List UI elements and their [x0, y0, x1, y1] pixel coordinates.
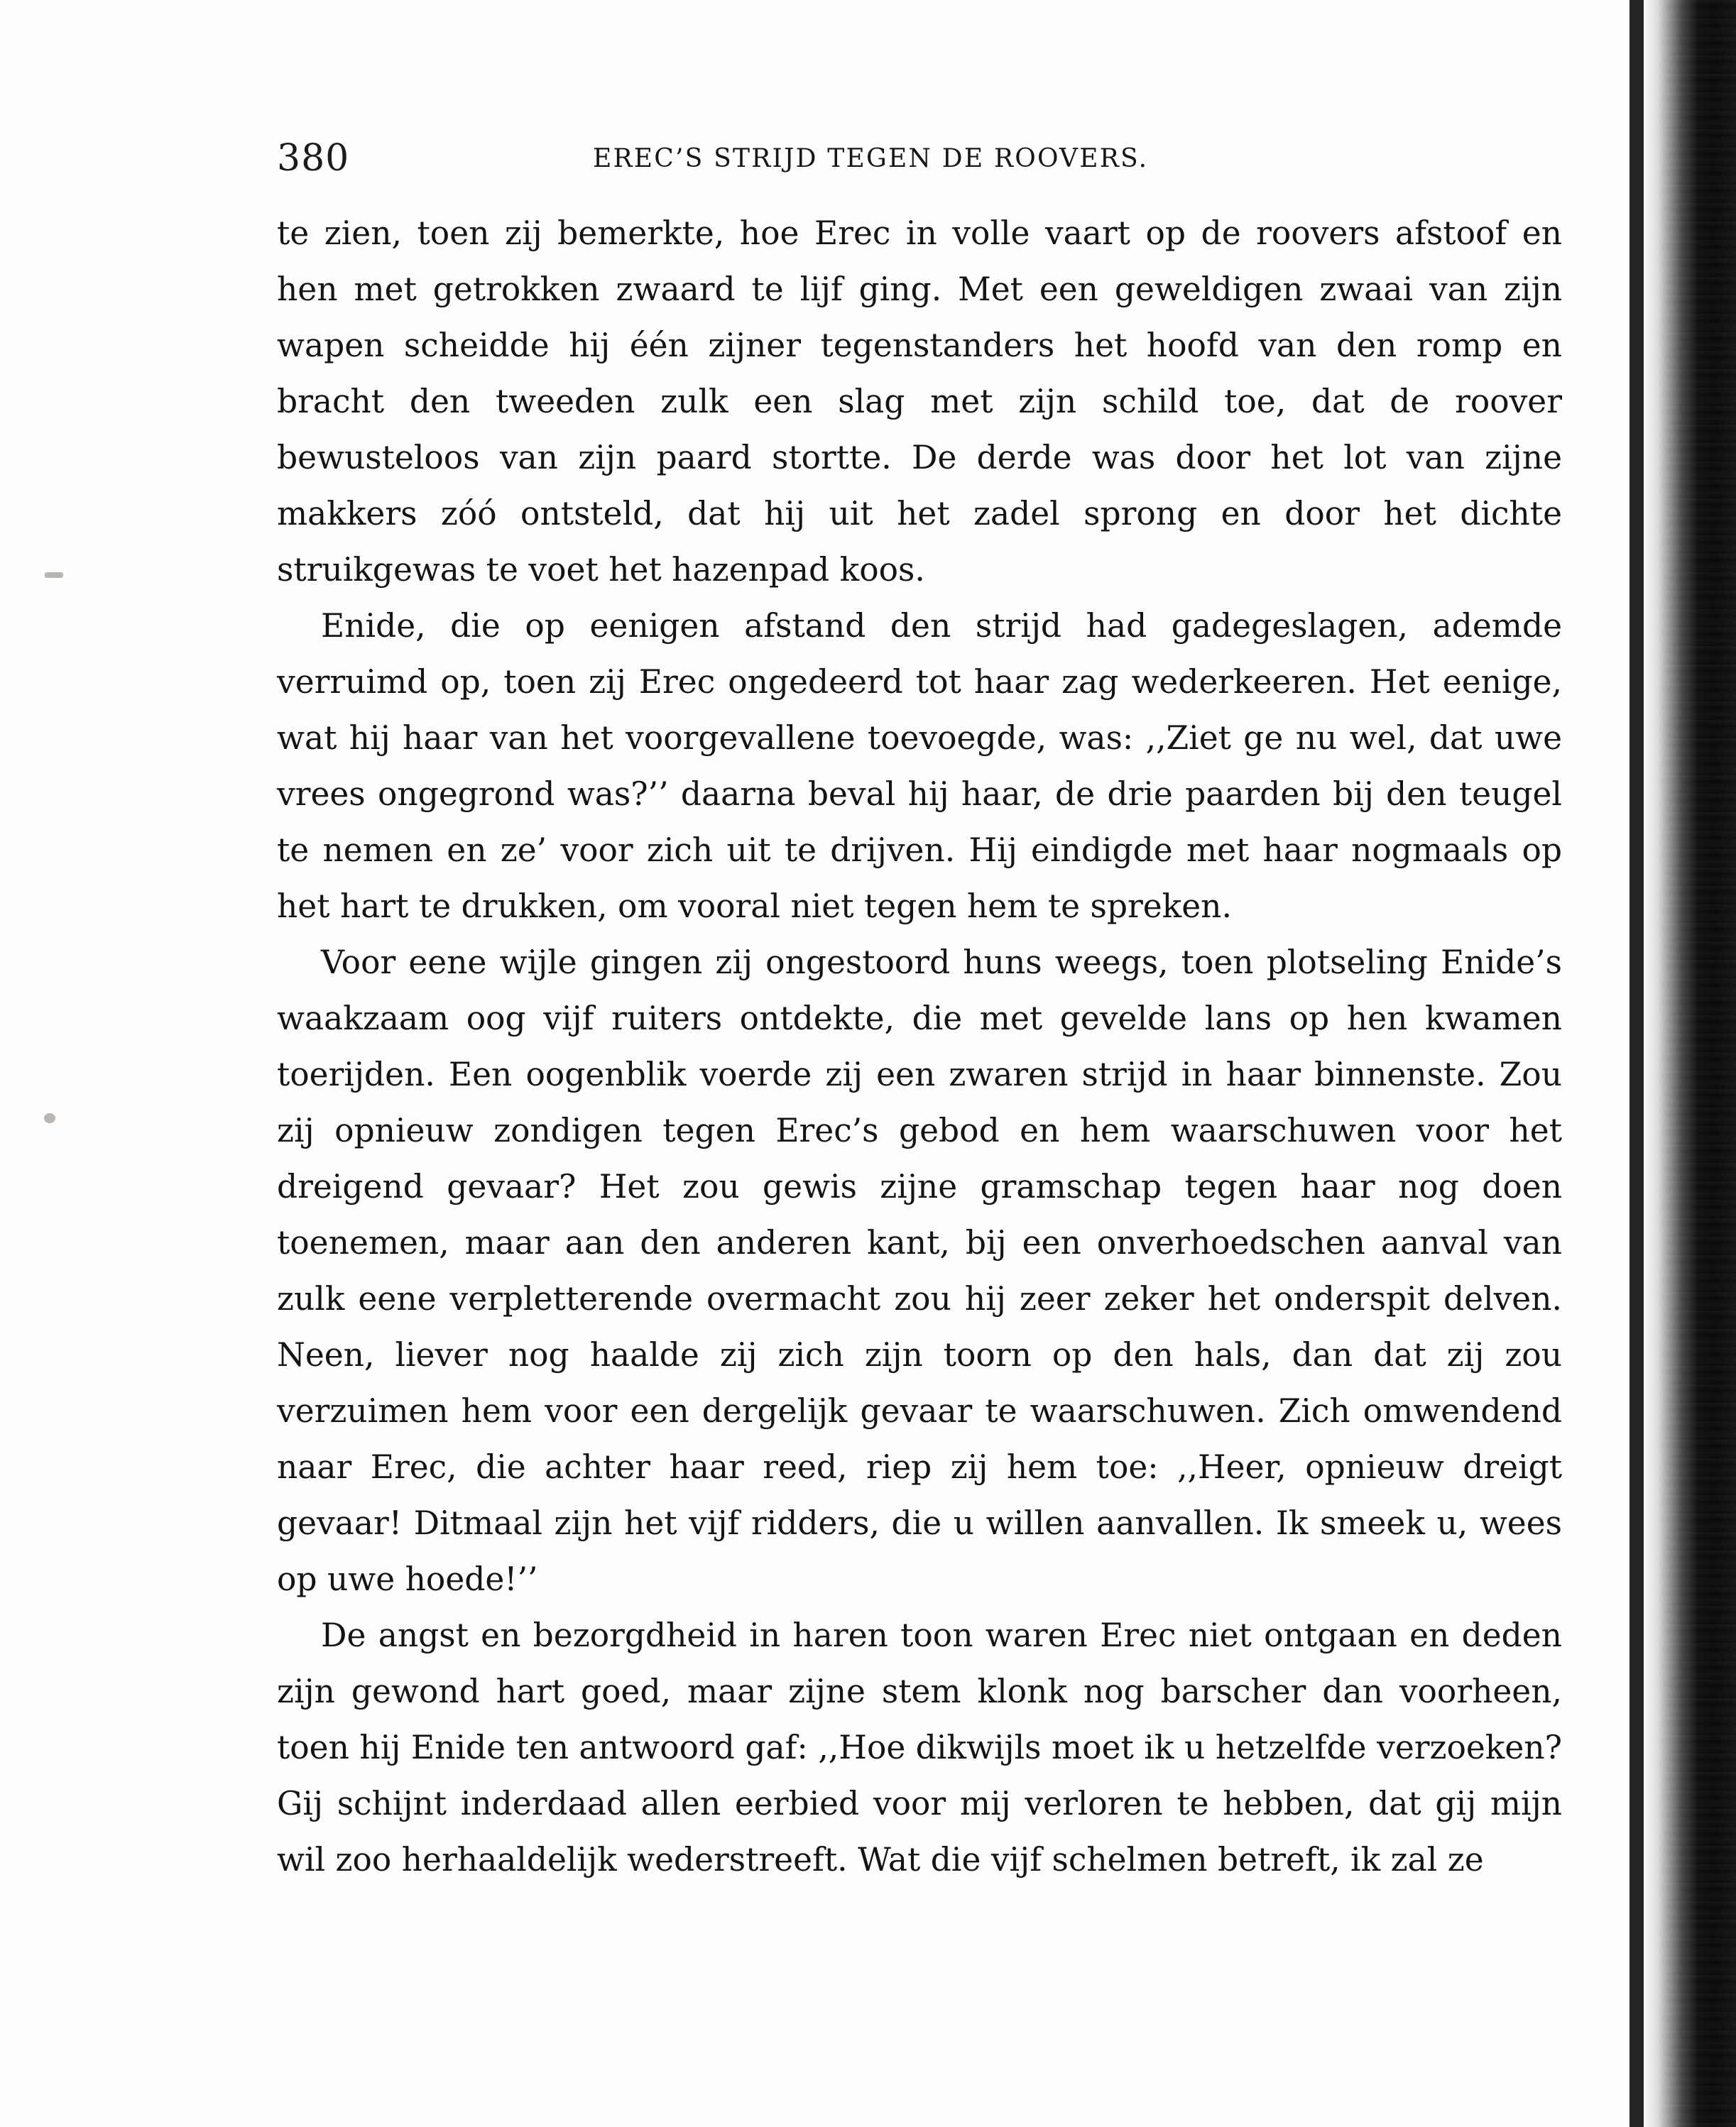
paragraph: Enide, die op eenigen afstand den strijd had gadegeslagen, ademde verruimd op, toen zij Erec ongedeerd tot haar zag wederkeeren. Het eenige, wat hij haar van het voorgevallene toevoegde, was: ,,Ziet ge nu wel, dat uwe vrees ongegrond was?’’ daarna beval hij haar, de drie paarden bij den teugel te nemen en ze’ voor zich uit te drijven. Hij eindigde met haar nogmaals op het hart te drukken, om vooral niet tegen hem te spreken. — [277, 607, 1562, 925]
paragraph: De angst en bezorgdheid in haren toon waren Erec niet ontgaan en deden zijn gewond hart goed, maar zijne stem klonk nog barscher dan voorheen, toen hij Enide ten antwoord gaf: ,,Hoe dikwijls moet ik u hetzelfde verzoeken? Gij schijnt inderdaad allen eerbied voor mij verloren te hebben, dat gij mijn wil zoo herhaaldelijk wederstreeft. Wat die vijf schelmen betreft, ik zal ze — [277, 1617, 1562, 1879]
scan-speck — [45, 572, 63, 578]
paragraph: Voor eene wijle gingen zij ongestoord huns weegs, toen plotseling Enide’s waakzaam oog vijf ruiters ontdekte, die met gevelde lans op hen kwamen toerijden. Een oogenblik voerde zij een zwaren strijd in haar binnenste. Zou zij opnieuw zondigen tegen Erec’s gebod en hem waarschuwen voor het dreigend gevaar? Het zou gewis zijne gramschap tegen haar nog doen toenemen, maar aan den anderen kant, bij een onverhoedschen aanval van zulk eene verpletterende overmacht zou hij zeer zeker het onderspit delven. Neen, liever nog haalde zij zich zijn toorn op den hals, dan dat zij zou verzuimen hem voor een dergelijk gevaar te waarschuwen. Zich omwendend naar Erec, die achter haar reed, riep zij hem toe: ,,Heer, opnieuw dreigt gevaar! Ditmaal zijn het vijf ridders, die u willen aanvallen. Ik smeek u, wees op uwe hoede!’’ — [277, 944, 1562, 1598]
page-text-block — [277, 131, 1562, 1888]
page-number: 380 — [277, 137, 350, 180]
page-header — [277, 131, 1562, 197]
scan-gutter-shadow — [1629, 0, 1736, 2127]
paragraph: te zien, toen zij bemerkte, hoe Erec in volle vaart op de roovers afstoof en hen met getrokken zwaard te lijf ging. Met een geweldigen zwaai van zijn wapen scheidde hij één zijner tegenstanders het hoofd van den romp en bracht den tweeden zulk een slag met zijn schild toe, dat de roover bewusteloos van zijn paard stortte. De derde was door het lot van zijne makkers zóó ontsteld, dat hij uit het zadel sprong en door het dichte struikgewas te voet het hazenpad koos. — [277, 214, 1562, 589]
scan-speck — [44, 1113, 55, 1123]
scan-gutter-texture — [1658, 0, 1736, 2127]
page-body — [277, 205, 1562, 1888]
running-head-title: EREC’S STRIJD TEGEN DE ROOVERS. — [593, 144, 1149, 173]
